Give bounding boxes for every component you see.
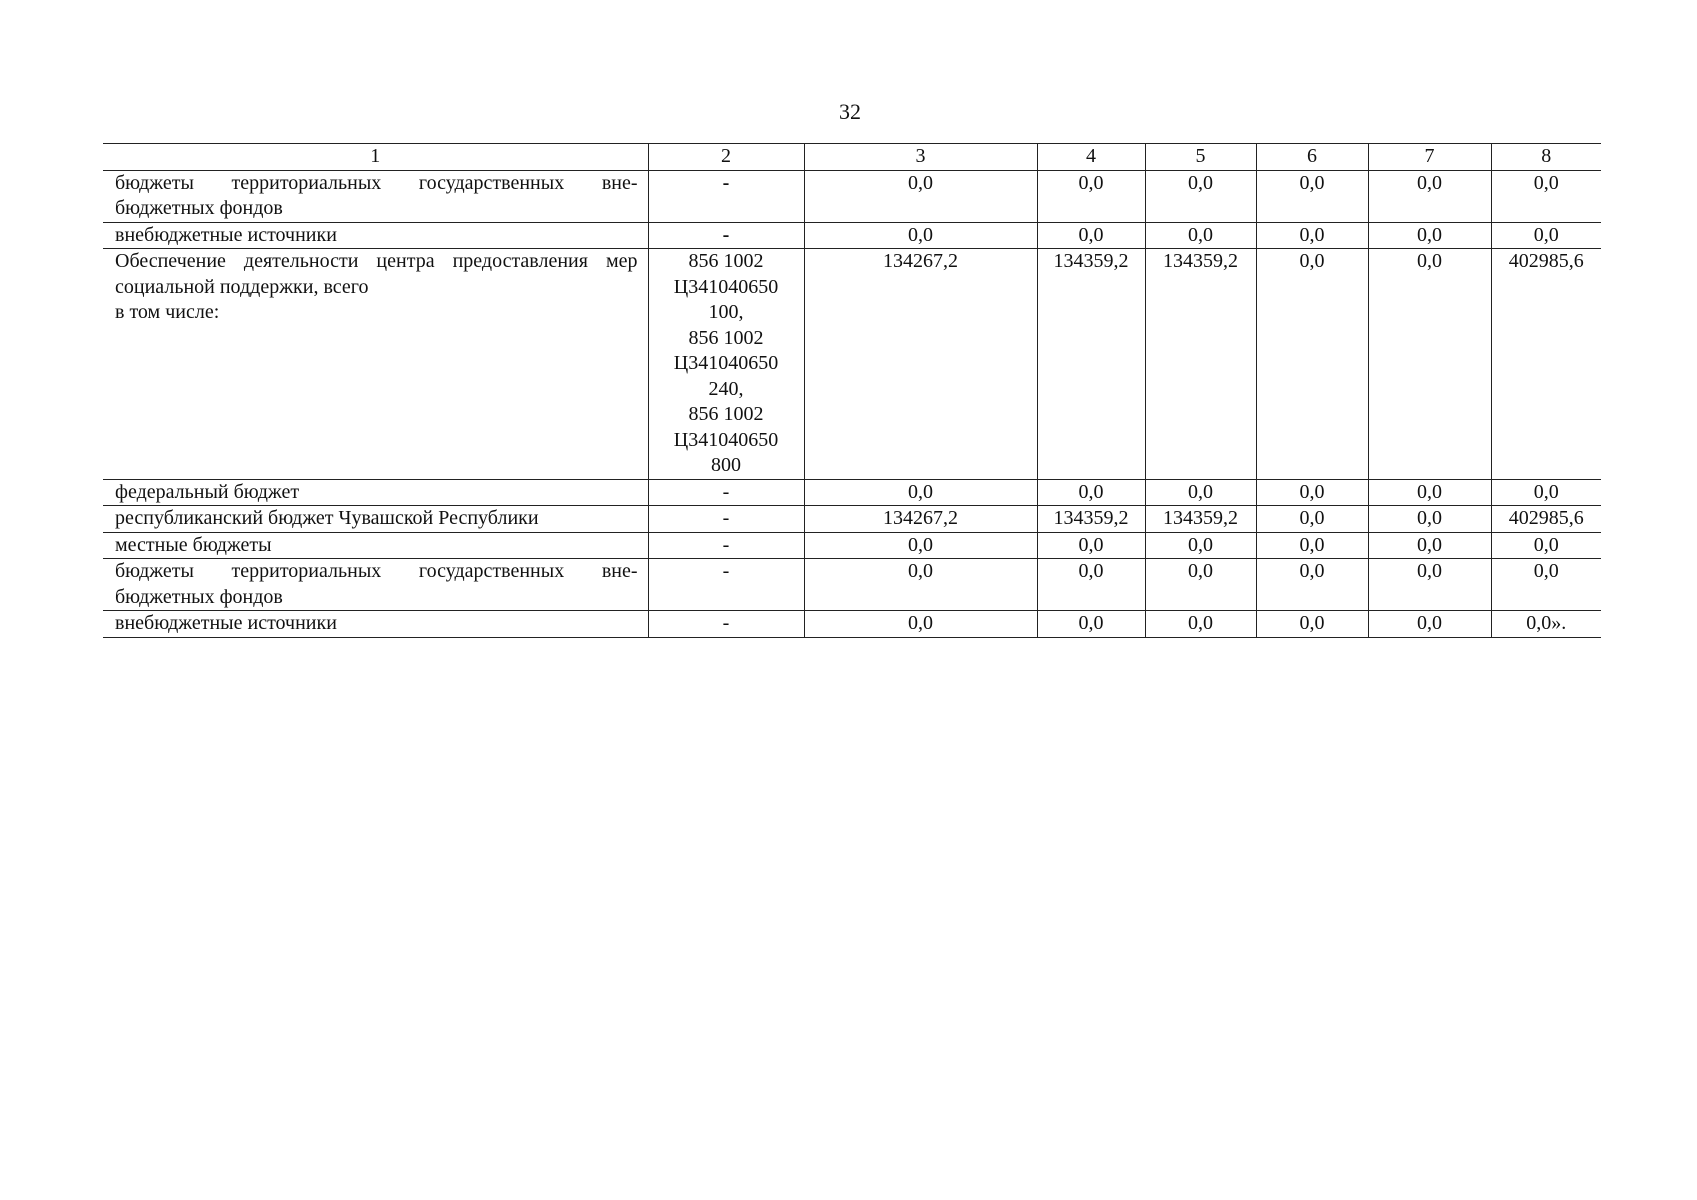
row-value: 402985,6 [1491, 249, 1601, 480]
row-name: внебюджетные источники [103, 222, 648, 249]
row-value: 0,0 [1491, 559, 1601, 611]
row-code: - [648, 559, 804, 611]
row-name: федеральный бюджет [103, 479, 648, 506]
row-value: 134267,2 [804, 249, 1037, 480]
row-name: бюджеты территориальных государственных вне-бюджетных фондов [103, 559, 648, 611]
row-value: 0,0 [1145, 611, 1256, 638]
code-line: 240, [708, 377, 744, 400]
column-header: 7 [1368, 144, 1491, 171]
row-value: 0,0 [1256, 559, 1368, 611]
row-name [103, 249, 648, 480]
row-value: 134267,2 [804, 506, 1037, 533]
column-header: 8 [1491, 144, 1601, 171]
row-value: 0,0 [1256, 170, 1368, 222]
row-value: 0,0 [1368, 532, 1491, 559]
table-header-row [103, 144, 1601, 171]
column-header: 5 [1145, 144, 1256, 171]
row-code: - [648, 222, 804, 249]
row-name: местные бюджеты [103, 532, 648, 559]
row-value: 0,0 [804, 559, 1037, 611]
code-line: 856 1002 [688, 250, 764, 272]
row-value: 0,0 [1368, 479, 1491, 506]
row-value: 0,0 [804, 479, 1037, 506]
row-value: 0,0 [1491, 222, 1601, 249]
row-value: 0,0 [804, 222, 1037, 249]
table-row [103, 479, 1601, 506]
row-value: 0,0 [1368, 506, 1491, 533]
row-value: 0,0 [1037, 170, 1145, 222]
row-code: - [648, 611, 804, 638]
row-value: 0,0 [1491, 532, 1601, 559]
code-line: 856 1002 [688, 403, 764, 425]
row-value: 0,0 [804, 611, 1037, 638]
row-value: 0,0 [804, 170, 1037, 222]
table-row [103, 559, 1601, 611]
table-row [103, 222, 1601, 249]
row-name-main: Обеспечение деятельности центра предоставления мер социальной поддержки, всего [115, 250, 638, 298]
row-value: 0,0 [1368, 222, 1491, 249]
row-code: - [648, 479, 804, 506]
row-value: 0,0 [1037, 222, 1145, 249]
table-row [103, 611, 1601, 638]
row-value: 134359,2 [1037, 506, 1145, 533]
row-value: 0,0 [1368, 170, 1491, 222]
row-value: 0,0 [1037, 611, 1145, 638]
row-value: 0,0 [1037, 532, 1145, 559]
row-value: 0,0 [1145, 559, 1256, 611]
row-value: 0,0 [1145, 479, 1256, 506]
row-code: - [648, 532, 804, 559]
page-number: 32 [839, 99, 861, 124]
row-code: - [648, 506, 804, 533]
code-line: 100, [708, 301, 744, 323]
row-value: 0,0 [1256, 249, 1368, 480]
column-header: 2 [648, 144, 804, 171]
row-name: внебюджетные источники [103, 611, 648, 638]
row-value: 0,0 [804, 532, 1037, 559]
row-value: 0,0 [1368, 611, 1491, 638]
code-line: 800 [711, 454, 741, 476]
row-code: - [648, 170, 804, 222]
row-value: 0,0 [1145, 170, 1256, 222]
row-value: 0,0». [1491, 611, 1601, 638]
row-value: 0,0 [1256, 611, 1368, 638]
row-value: 0,0 [1256, 479, 1368, 506]
row-value: 134359,2 [1145, 506, 1256, 533]
row-value: 0,0 [1491, 479, 1601, 506]
table-row [103, 249, 1601, 480]
table-row [103, 506, 1601, 533]
code-line: Ц341040650 [673, 352, 779, 374]
row-name-subnote: в том числе: [115, 301, 220, 323]
code-line: 856 1002 [688, 326, 764, 349]
row-value: 0,0 [1145, 222, 1256, 249]
code-line: Ц341040650 [673, 428, 779, 451]
table-row [103, 532, 1601, 559]
row-value: 0,0 [1256, 532, 1368, 559]
row-value: 0,0 [1037, 479, 1145, 506]
column-header: 6 [1256, 144, 1368, 171]
column-header: 1 [103, 144, 648, 171]
row-value: 0,0 [1256, 506, 1368, 533]
row-name: республиканский бюджет Чувашской Республики [103, 506, 648, 533]
table-row [103, 170, 1601, 222]
row-value: 134359,2 [1145, 249, 1256, 480]
column-header: 3 [804, 144, 1037, 171]
row-value: 0,0 [1145, 532, 1256, 559]
row-value: 0,0 [1368, 559, 1491, 611]
row-code [648, 249, 804, 480]
code-line: Ц341040650 [673, 275, 779, 298]
row-value: 0,0 [1491, 170, 1601, 222]
column-header: 4 [1037, 144, 1145, 171]
row-value: 0,0 [1256, 222, 1368, 249]
row-value: 0,0 [1037, 559, 1145, 611]
row-value: 0,0 [1368, 249, 1491, 480]
row-value: 402985,6 [1491, 506, 1601, 533]
row-name: бюджеты территориальных государственных вне-бюджетных фондов [103, 170, 648, 222]
row-value: 134359,2 [1037, 249, 1145, 480]
budget-table [103, 143, 1601, 638]
